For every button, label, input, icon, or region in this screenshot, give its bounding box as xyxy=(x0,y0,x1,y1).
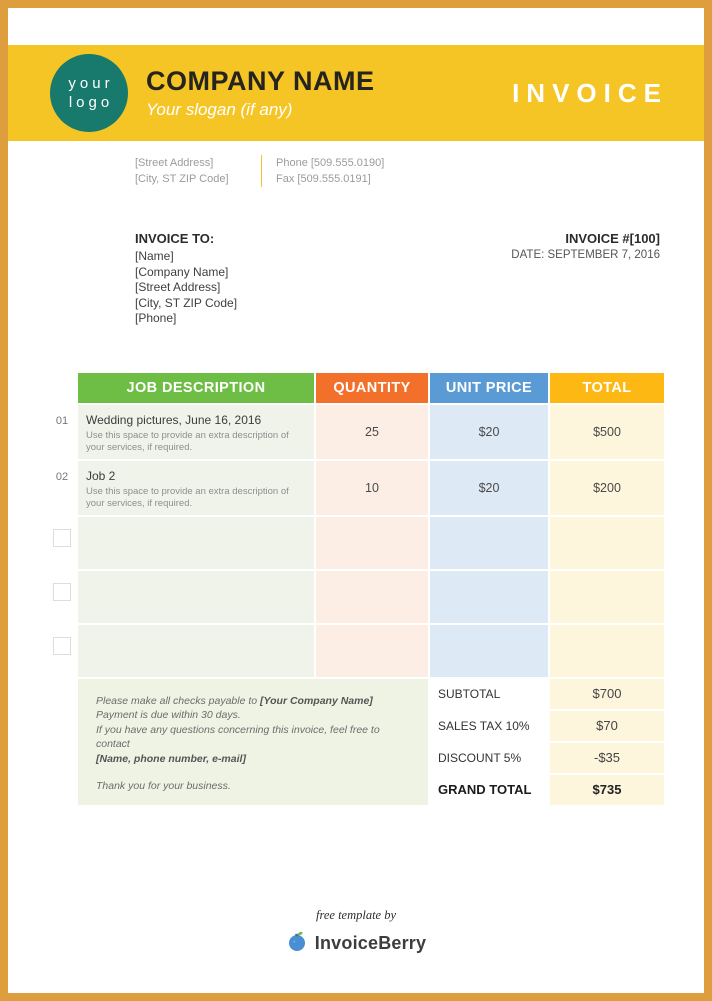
invoice-number: INVOICE #[100] xyxy=(565,231,660,246)
logo-text-line1: your xyxy=(68,75,114,92)
invoice-title: INVOICE xyxy=(512,77,668,108)
sales-tax-value: $70 xyxy=(550,711,664,741)
invoiceberry-wordmark: InvoiceBerry xyxy=(314,933,427,953)
table-header-total: TOTAL xyxy=(550,373,664,403)
empty-number-box xyxy=(53,529,71,547)
notes-line-4: [Name, phone number, e-mail] xyxy=(96,752,246,765)
quantity-cell xyxy=(316,517,428,569)
discount-value: -$35 xyxy=(550,743,664,773)
table-header-spacer xyxy=(48,373,76,403)
grand-total-label: GRAND TOTAL xyxy=(438,782,532,797)
street-address-line: [Street Address] xyxy=(135,157,214,169)
job-description-cell xyxy=(78,517,314,569)
total-cell xyxy=(550,517,664,569)
invoice-to-city: [City, ST ZIP Code] xyxy=(135,295,238,310)
job-description-cell xyxy=(78,625,314,677)
company-logo xyxy=(50,54,128,132)
table-header-unit-price: UNIT PRICE xyxy=(430,373,548,403)
invoiceberry-berry-icon xyxy=(286,930,308,957)
row-number-box xyxy=(48,517,76,569)
invoice-to-company: [Company Name] xyxy=(135,264,229,279)
notes-line-1: Please make all checks payable to [Your Company Name] xyxy=(96,694,373,707)
table-header-quantity: QUANTITY xyxy=(316,373,428,403)
sales-tax-label: SALES TAX 10% xyxy=(438,718,530,733)
contact-divider xyxy=(261,155,262,187)
subtotal-value: $700 xyxy=(550,679,664,709)
row-number-box xyxy=(48,625,76,677)
logo-text-line2: logo xyxy=(68,94,114,111)
thank-you-text: Thank you for your business. xyxy=(96,780,231,792)
company-name: COMPANY NAME xyxy=(146,66,375,96)
unit-price-cell: $20 xyxy=(430,405,548,459)
header-band xyxy=(8,45,704,141)
contact-address xyxy=(135,155,247,187)
job-title: Wedding pictures, June 16, 2016 xyxy=(86,412,262,427)
total-cell: $200 xyxy=(550,461,664,515)
quantity-cell xyxy=(316,571,428,623)
unit-price-cell xyxy=(430,571,548,623)
quantity-cell: 25 xyxy=(316,405,428,459)
notes-line-3: If you have any questions concerning this invoice, feel free to contact xyxy=(96,723,380,750)
invoice-to-phone: [Phone] xyxy=(135,311,177,325)
empty-number-box xyxy=(53,583,71,601)
job-description-text: Use this space to provide an extra description of your services, if required. xyxy=(86,429,289,453)
quantity-cell: 10 xyxy=(316,461,428,515)
invoiceberry-brand xyxy=(8,930,704,957)
invoice-to-street: [Street Address] xyxy=(135,280,221,294)
items-table xyxy=(48,373,664,677)
total-cell xyxy=(550,625,664,677)
branding-footer xyxy=(8,908,704,957)
billing-section xyxy=(8,231,704,327)
subtotal-label: SUBTOTAL xyxy=(438,686,501,701)
job-title: Job 2 xyxy=(86,468,116,483)
invoice-to-label: INVOICE TO: xyxy=(135,231,215,246)
job-description-cell xyxy=(78,571,314,623)
total-cell: $500 xyxy=(550,405,664,459)
empty-number-box xyxy=(53,637,71,655)
job-description-text: Use this space to provide an extra description of your services, if required. xyxy=(86,485,289,509)
row-number: 02 xyxy=(55,470,69,483)
notes-line-2: Payment is due within 30 days. xyxy=(96,709,241,721)
table-header-job-description: JOB DESCRIPTION xyxy=(78,373,314,403)
quantity-cell xyxy=(316,625,428,677)
fax-line: Fax [509.555.0191] xyxy=(276,173,371,185)
unit-price-cell xyxy=(430,517,548,569)
free-template-text: free template by xyxy=(315,908,397,922)
company-slogan: Your slogan (if any) xyxy=(146,100,293,119)
row-number-box xyxy=(48,571,76,623)
footer-section xyxy=(48,679,664,805)
city-state-zip-line: [City, ST ZIP Code] xyxy=(135,173,229,185)
job-description-cell xyxy=(78,461,314,515)
grand-total-value: $735 xyxy=(550,775,664,805)
contact-section xyxy=(135,155,704,187)
invoice-meta-block xyxy=(511,231,660,327)
unit-price-cell xyxy=(430,625,548,677)
invoice-to-name: [Name] xyxy=(135,249,174,263)
unit-price-cell: $20 xyxy=(430,461,548,515)
row-number: 01 xyxy=(55,414,69,427)
job-description-cell xyxy=(78,405,314,459)
contact-phone-fax xyxy=(276,155,384,187)
invoice-date: DATE: SEPTEMBER 7, 2016 xyxy=(511,249,660,261)
total-cell xyxy=(550,571,664,623)
phone-line: Phone [509.555.0190] xyxy=(276,157,385,169)
company-block xyxy=(146,66,375,120)
discount-label: DISCOUNT 5% xyxy=(438,750,522,765)
payment-notes xyxy=(78,679,428,805)
invoice-to-block xyxy=(135,231,237,327)
